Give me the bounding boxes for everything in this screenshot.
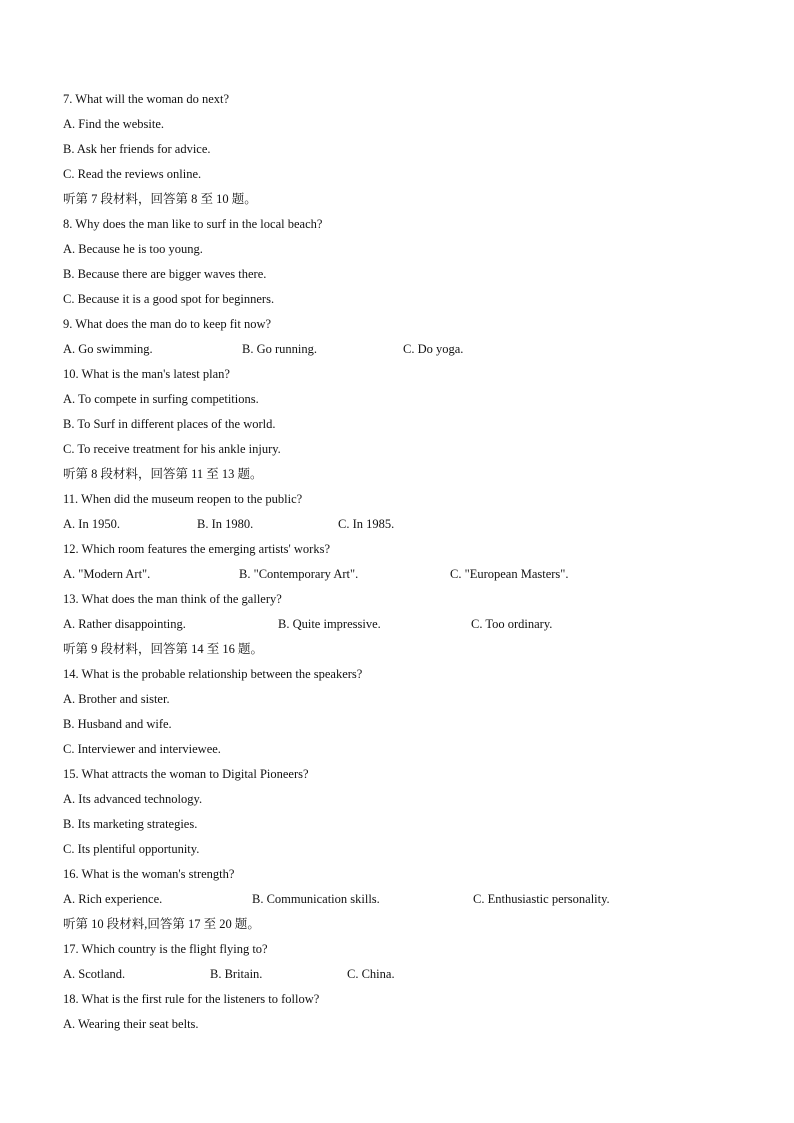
option-12c: C. "European Masters".: [450, 567, 569, 581]
option-15b: B. Its marketing strategies.: [63, 817, 198, 831]
option-9b: B. Go running.: [242, 342, 317, 356]
options-12: [63, 564, 743, 589]
options-17: [63, 964, 743, 989]
option-14b: B. Husband and wife.: [63, 717, 172, 731]
option-7a: A. Find the website.: [63, 117, 165, 131]
section-heading-8: 听第 8 段材料，回答第 11 至 13 题。: [63, 467, 263, 481]
option-14c: C. Interviewer and interviewee.: [63, 742, 221, 756]
section-heading-9: 听第 9 段材料，回答第 14 至 16 题。: [63, 642, 264, 656]
option-10c: C. To receive treatment for his ankle injury.: [63, 442, 281, 456]
question-8: 8. Why does the man like to surf in the local beach?: [63, 217, 323, 231]
option-13a: A. Rather disappointing.: [63, 617, 186, 631]
question-14: 14. What is the probable relationship between the speakers?: [63, 667, 363, 681]
option-11b: B. In 1980.: [197, 517, 254, 531]
option-11c: C. In 1985.: [338, 517, 395, 531]
option-8c: C. Because it is a good spot for beginners.: [63, 292, 275, 306]
option-16c: C. Enthusiastic personality.: [473, 892, 610, 906]
option-14a: A. Brother and sister.: [63, 692, 170, 706]
option-13c: C. Too ordinary.: [471, 617, 553, 631]
question-13: 13. What does the man think of the gallery?: [63, 592, 282, 606]
option-9a: A. Go swimming.: [63, 342, 153, 356]
section-heading-7: 听第 7 段材料，回答第 8 至 10 题。: [63, 192, 257, 206]
options-13: [63, 614, 743, 639]
option-13b: B. Quite impressive.: [278, 617, 381, 631]
option-11a: A. In 1950.: [63, 517, 120, 531]
section-heading-10: 听第 10 段材料,回答第 17 至 20 题。: [63, 917, 260, 931]
option-9c: C. Do yoga.: [403, 342, 464, 356]
question-11: 11. When did the museum reopen to the public?: [63, 492, 303, 506]
question-list: [63, 89, 743, 1039]
option-18a: A. Wearing their seat belts.: [63, 1017, 199, 1031]
option-8a: A. Because he is too young.: [63, 242, 203, 256]
question-9: 9. What does the man do to keep fit now?: [63, 317, 272, 331]
option-17b: B. Britain.: [210, 967, 263, 981]
option-12b: B. "Contemporary Art".: [239, 567, 359, 581]
option-10a: A. To compete in surfing competitions.: [63, 392, 259, 406]
question-16: 16. What is the woman's strength?: [63, 867, 235, 881]
option-15a: A. Its advanced technology.: [63, 792, 203, 806]
question-18: 18. What is the first rule for the listeners to follow?: [63, 992, 320, 1006]
option-17c: C. China.: [347, 967, 395, 981]
question-7: 7. What will the woman do next?: [63, 92, 230, 106]
option-7b: B. Ask her friends for advice.: [63, 142, 211, 156]
question-12: 12. Which room features the emerging artists' works?: [63, 542, 330, 556]
options-16: [63, 889, 743, 914]
option-16a: A. Rich experience.: [63, 892, 163, 906]
question-10: 10. What is the man's latest plan?: [63, 367, 230, 381]
option-10b: B. To Surf in different places of the world.: [63, 417, 276, 431]
option-16b: B. Communication skills.: [252, 892, 380, 906]
option-7c: C. Read the reviews online.: [63, 167, 202, 181]
option-15c: C. Its plentiful opportunity.: [63, 842, 200, 856]
options-11: [63, 514, 743, 539]
option-17a: A. Scotland.: [63, 967, 126, 981]
question-17: 17. Which country is the flight flying to?: [63, 942, 268, 956]
question-15: 15. What attracts the woman to Digital Pioneers?: [63, 767, 309, 781]
options-9: [63, 339, 743, 364]
option-12a: A. "Modern Art".: [63, 567, 151, 581]
option-8b: B. Because there are bigger waves there.: [63, 267, 267, 281]
